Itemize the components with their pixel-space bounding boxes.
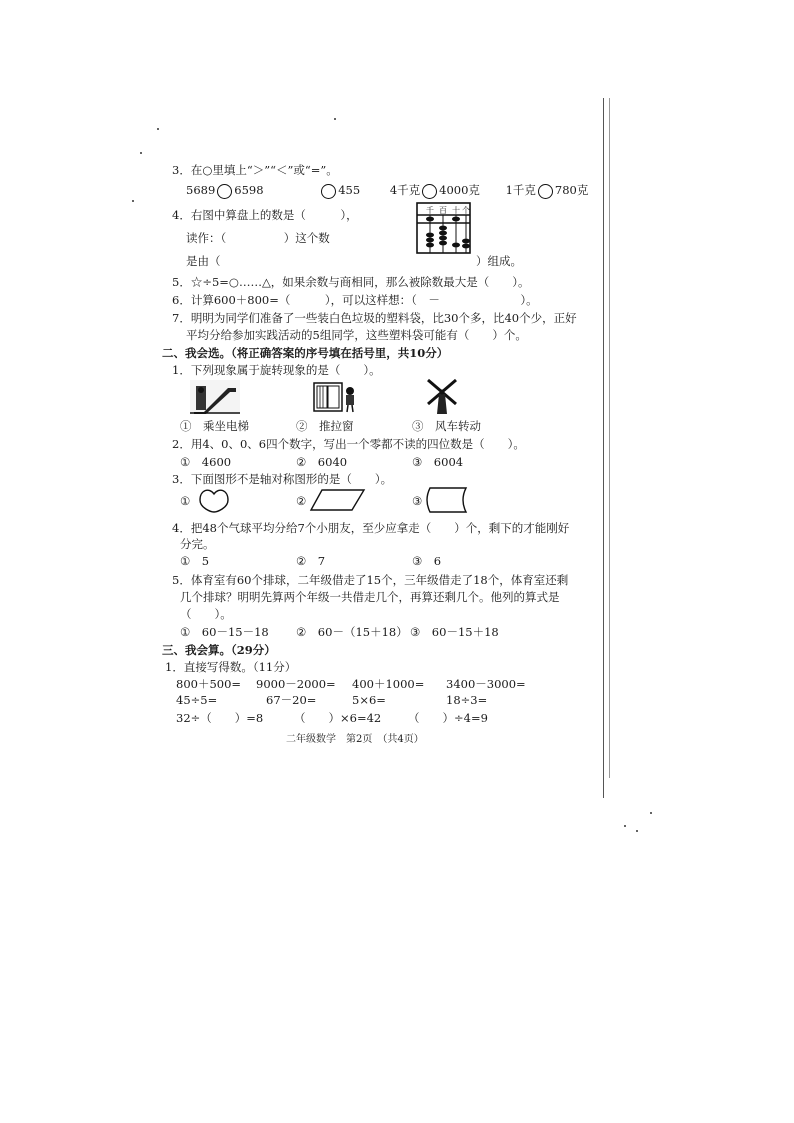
- scan-speck: [650, 812, 652, 814]
- c2-option2: ② 6040: [296, 455, 348, 469]
- q4-line1: 4．右图中算盘上的数是（ ），: [172, 208, 358, 222]
- heart-shape-image: [197, 486, 231, 514]
- c5-option1: ① 60－15－18: [180, 625, 269, 639]
- c2-option3: ③ 6004: [412, 455, 464, 469]
- c5-line3: （ ）。: [180, 607, 232, 621]
- curved-rectangle-shape-image: [424, 486, 468, 514]
- q3-a-left: 5689: [186, 183, 216, 197]
- c3-option1: ①: [180, 494, 191, 508]
- page-footer: 二年级数学 第2页 （共4页）: [286, 734, 424, 745]
- abacus-label-hundreds: 百: [439, 206, 447, 215]
- q3-d-left: 1千克: [505, 183, 536, 197]
- section3-heading: 三、我会算。（29分）: [162, 643, 276, 657]
- q3-b-right: 455: [338, 183, 361, 197]
- calc-item: 45÷5=: [176, 693, 218, 707]
- sliding-window-image: [312, 380, 358, 414]
- abacus-figure: [416, 201, 471, 255]
- scan-speck: [132, 200, 134, 202]
- q6-text: 6．计算600＋800=（ ），可以这样想：（ － ）。: [172, 293, 538, 307]
- q5-text: 5．☆÷5=○……△，如果余数与商相同，那么被除数最大是（ ）。: [172, 275, 530, 289]
- c4-line1: 4．把48个气球平均分给7个小朋友，至少应拿走（ ）个，剩下的才能刚好: [172, 521, 570, 535]
- scan-speck: [624, 825, 626, 827]
- q4-line2: 读作：（ ）这个数: [186, 231, 330, 245]
- parallelogram-shape-image: [310, 488, 366, 512]
- compare-circle-blank[interactable]: [422, 184, 437, 199]
- scan-speck: [140, 152, 142, 154]
- page-fold-line-2: [609, 98, 610, 778]
- scan-speck: [334, 118, 336, 120]
- calc-item: 800＋500=: [176, 677, 242, 691]
- c4-line2: 分完。: [180, 537, 215, 551]
- q4-line3: 是由（: [186, 254, 221, 268]
- c3-option3: ③: [412, 494, 423, 508]
- calc-item: 5×6=: [352, 693, 386, 707]
- q4-line3-end: ）组成。: [476, 254, 522, 268]
- c3-option2: ②: [296, 494, 307, 508]
- calc-item: 67－20=: [266, 693, 317, 707]
- c1-prompt: 1．下列现象属于旋转现象的是（ ）。: [172, 363, 381, 377]
- q3-prompt: 3．在○里填上“＞”“＜”或“=”。: [172, 163, 338, 177]
- c1-option2: ② 推拉窗: [296, 419, 354, 433]
- calc-item: 32÷（ ）=8: [176, 711, 264, 725]
- calc-item: 9000－2000=: [256, 677, 336, 691]
- scan-speck: [157, 128, 159, 130]
- abacus-label-ones: 个: [462, 206, 470, 215]
- abacus-label-thousands: 千: [426, 206, 434, 215]
- c5-option2: ② 60－（15＋18）: [296, 625, 408, 639]
- abacus-label-tens: 十: [452, 206, 460, 215]
- q3-compare-row: [186, 183, 588, 199]
- c4-option2: ② 7: [296, 554, 326, 568]
- c2-option1: ① 4600: [180, 455, 232, 469]
- compare-circle-blank[interactable]: [321, 184, 336, 199]
- calc-item: （ ）×6=42: [294, 711, 382, 725]
- c5-option3: ③ 60－15＋18: [410, 625, 499, 639]
- calc-prompt: 1．直接写得数。（11分）: [165, 660, 297, 674]
- calc-item: 18÷3=: [446, 693, 488, 707]
- c5-line1: 5．体育室有60个排球，二年级借走了15个，三年级借走了18个，体育室还剩: [172, 573, 569, 587]
- q3-c-right: 4000克: [439, 183, 480, 197]
- scan-speck: [636, 830, 638, 832]
- q3-d-right: 780克: [554, 183, 589, 197]
- q7-line2: 平均分给参加实践活动的5组同学，这些塑料袋可能有（ ）个。: [186, 328, 527, 342]
- q7-line1: 7．明明为同学们准备了一些装白色垃圾的塑料袋，比30个多，比40个少，正好: [172, 311, 577, 325]
- q3-a-right: 6598: [234, 183, 264, 197]
- c4-option3: ③ 6: [412, 554, 442, 568]
- page-fold-line: [603, 98, 604, 798]
- section2-heading: 二、我会选。（将正确答案的序号填在括号里，共10分）: [162, 346, 449, 360]
- c2-prompt: 2．用4、0、0、6四个数字，写出一个零都不读的四位数是（ ）。: [172, 437, 525, 451]
- c4-option1: ① 5: [180, 554, 210, 568]
- c1-option1: ① 乘坐电梯: [180, 419, 249, 433]
- calc-item: 400＋1000=: [352, 677, 425, 691]
- compare-circle-blank[interactable]: [217, 184, 232, 199]
- q3-c-left: 4千克: [389, 183, 421, 197]
- escalator-image: [190, 380, 240, 414]
- windmill-image: [424, 378, 460, 416]
- calc-item: （ ）÷4=9: [408, 711, 488, 725]
- c3-prompt: 3．下面图形不是轴对称图形的是（ ）。: [172, 472, 393, 486]
- c5-line2: 几个排球？明明先算两个年级一共借走几个，再算还剩几个。他列的算式是: [180, 590, 560, 604]
- calc-item: 3400－3000=: [446, 677, 526, 691]
- c1-option3: ③ 风车转动: [412, 419, 481, 433]
- compare-circle-blank[interactable]: [538, 184, 553, 199]
